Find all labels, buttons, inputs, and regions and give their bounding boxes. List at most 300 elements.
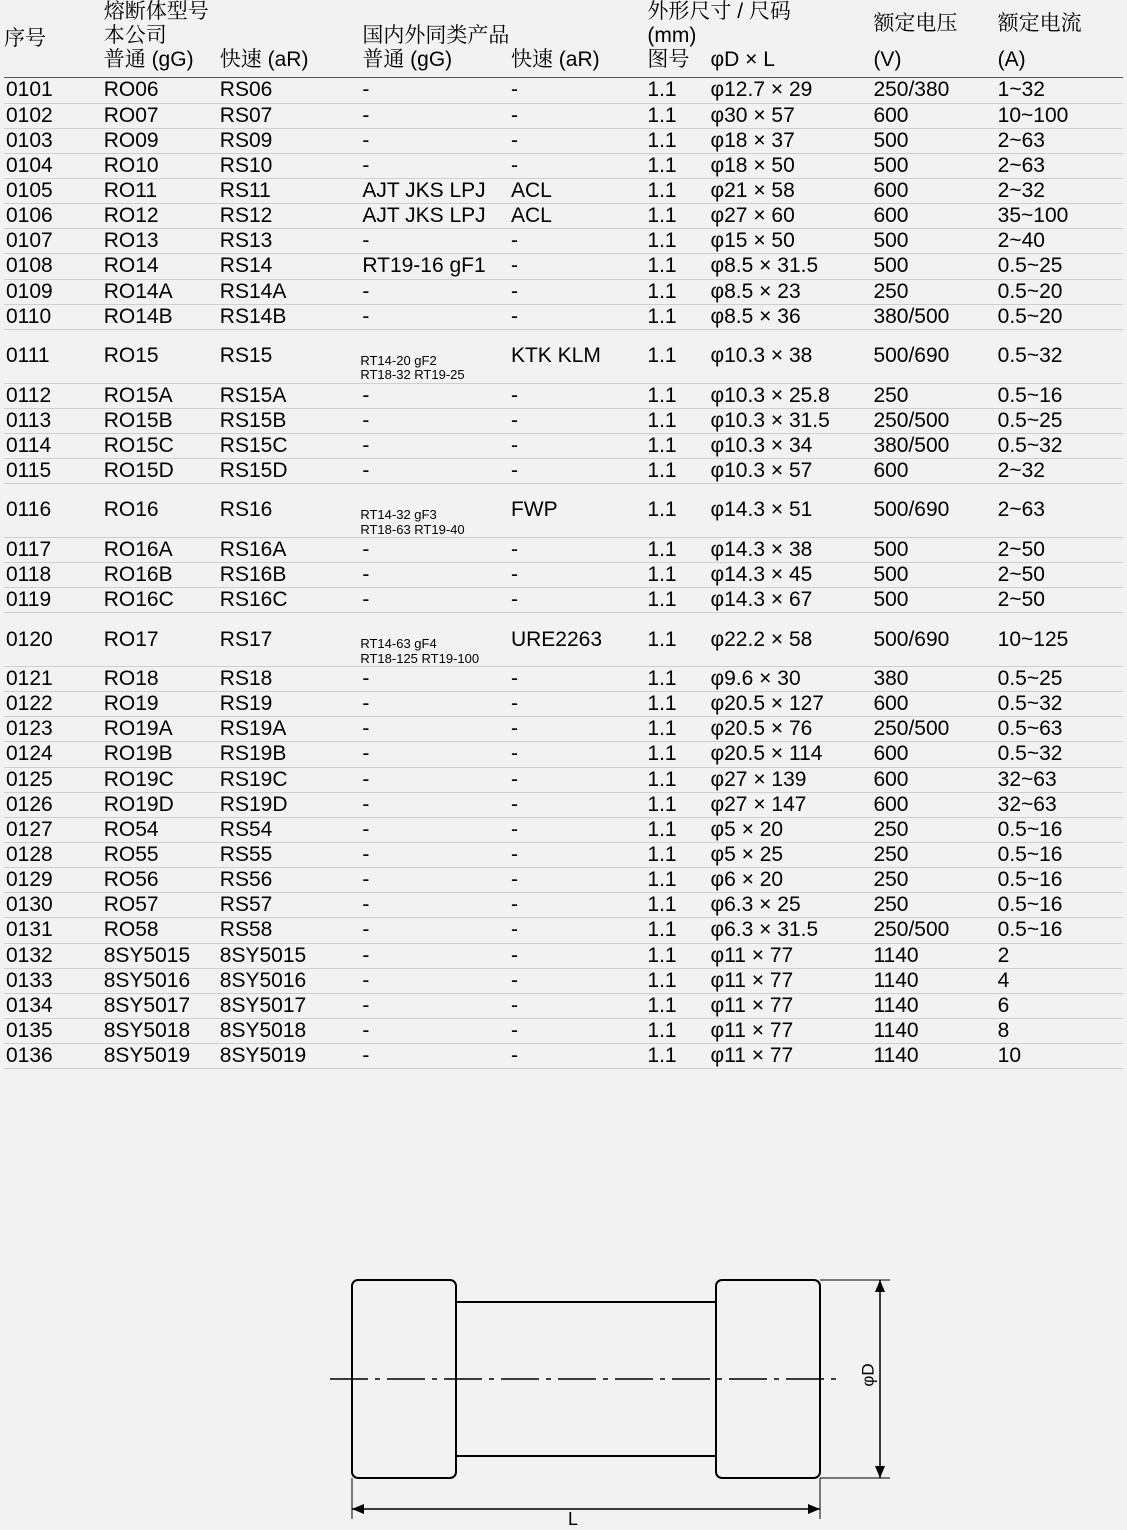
cell-sim-normal	[360, 128, 509, 153]
cell-dimension	[709, 792, 872, 817]
cell-rated-current-value: 2~50	[997, 537, 1045, 561]
cell-dimension	[709, 304, 872, 329]
cell-rated-current	[996, 128, 1123, 153]
cell-sim-fast-value: -	[510, 128, 518, 152]
cell-seq	[4, 868, 102, 893]
cell-seq-value: 0108	[6, 254, 53, 278]
cell-rated-current-value: 0.5~25	[997, 667, 1063, 691]
cell-own-fast	[218, 792, 361, 817]
cell-rated-voltage-value: 250/380	[873, 78, 950, 102]
cell-dimension	[709, 613, 872, 667]
cell-seq	[4, 843, 102, 868]
cell-dimension	[709, 329, 872, 383]
cell-rated-voltage-value: 250	[873, 868, 909, 892]
diagram-length-label: L	[568, 1509, 579, 1529]
cell-dimension	[709, 458, 872, 483]
table-row	[4, 178, 1123, 203]
cell-own-normal-value: 8SY5016	[103, 968, 191, 992]
header-row-1	[4, 0, 1123, 24]
cell-rated-current	[996, 767, 1123, 792]
cell-rated-current	[996, 484, 1123, 538]
cell-sim-normal	[360, 767, 509, 792]
cell-rated-voltage	[871, 968, 995, 993]
cell-sim-fast-value: -	[510, 537, 518, 561]
table-row	[4, 1044, 1123, 1069]
cell-rated-voltage	[871, 868, 995, 893]
cell-dimension	[709, 78, 872, 103]
cell-own-normal-value: RO14A	[103, 279, 173, 303]
table-row	[4, 103, 1123, 128]
cell-seq-value: 0102	[6, 103, 53, 127]
cell-fig-no	[645, 304, 708, 329]
cell-rated-voltage	[871, 279, 995, 304]
cell-sim-normal	[360, 667, 509, 692]
cell-rated-current-value: 0.5~63	[997, 717, 1063, 741]
cell-seq-value: 0104	[6, 153, 53, 177]
cell-sim-fast	[509, 408, 645, 433]
cell-fig-no-value: 1.1	[647, 667, 677, 691]
cell-fig-no-value: 1.1	[647, 433, 677, 457]
cell-rated-voltage	[871, 458, 995, 483]
cell-own-normal-value: RO16A	[103, 537, 173, 561]
cell-own-fast	[218, 968, 361, 993]
cell-fig-no-value: 1.1	[647, 128, 677, 152]
cell-sim-normal	[360, 229, 509, 254]
cell-own-fast	[218, 742, 361, 767]
cell-own-fast-value: RS09	[219, 128, 273, 152]
cell-fig-no-value: 1.1	[647, 792, 677, 816]
cell-fig-no-value: 1.1	[647, 383, 677, 407]
cell-dimension-value: φ11 × 77	[710, 1044, 794, 1068]
cell-own-fast-value: RS55	[219, 843, 273, 866]
cell-rated-voltage-value: 250	[873, 893, 909, 917]
cell-rated-voltage-value: 600	[873, 103, 909, 127]
cell-own-fast-value: 8SY5017	[219, 993, 307, 1017]
table-row	[4, 254, 1123, 279]
cell-dimension-value: φ11 × 77	[710, 968, 794, 992]
cell-sim-fast	[509, 153, 645, 178]
cell-rated-voltage	[871, 383, 995, 408]
cell-fig-no	[645, 918, 708, 943]
cell-seq-value: 0126	[6, 792, 53, 816]
cell-sim-fast-value: -	[510, 458, 518, 482]
cell-seq-value: 0114	[6, 433, 52, 457]
cell-seq	[4, 279, 102, 304]
cell-sim-normal	[360, 408, 509, 433]
header-model-group-label: 熔断体型号	[103, 0, 209, 23]
cell-rated-current-value: 0.5~16	[997, 918, 1063, 942]
header-voltage-unit	[871, 48, 995, 78]
cell-rated-voltage	[871, 178, 995, 203]
cell-rated-current	[996, 408, 1123, 433]
cell-rated-current-value: 0.5~32	[997, 433, 1063, 457]
table-row	[4, 588, 1123, 613]
cell-rated-current	[996, 78, 1123, 103]
cell-rated-current	[996, 918, 1123, 943]
cell-own-fast	[218, 103, 361, 128]
cell-sim-fast-value: -	[510, 868, 518, 892]
cell-rated-current	[996, 868, 1123, 893]
cell-fig-no	[645, 329, 708, 383]
cell-own-fast-value: RS12	[219, 204, 273, 228]
cell-fig-no	[645, 178, 708, 203]
cell-seq	[4, 408, 102, 433]
cell-rated-current-value: 2~50	[997, 563, 1045, 586]
cell-dimension	[709, 717, 872, 742]
cell-seq	[4, 204, 102, 229]
cell-dimension	[709, 893, 872, 918]
cell-fig-no	[645, 993, 708, 1018]
cell-sim-normal	[360, 792, 509, 817]
cell-dimension-value: φ11 × 77	[710, 1018, 794, 1042]
cell-fig-no-value: 1.1	[647, 178, 677, 202]
cell-rated-current-value: 6	[997, 993, 1010, 1017]
cell-sim-fast	[509, 792, 645, 817]
cell-fig-no	[645, 968, 708, 993]
cell-own-fast	[218, 304, 361, 329]
cell-sim-normal-value: -	[362, 817, 370, 841]
cell-dimension	[709, 254, 872, 279]
cell-sim-fast-value: -	[510, 943, 518, 967]
cell-rated-voltage	[871, 918, 995, 943]
cell-sim-fast-value: -	[510, 229, 518, 253]
cell-own-normal-value: 8SY5015	[103, 943, 191, 967]
cell-sim-fast	[509, 868, 645, 893]
cell-own-fast-value: RS14A	[219, 279, 287, 303]
cell-seq	[4, 968, 102, 993]
cell-sim-fast	[509, 692, 645, 717]
cell-rated-current	[996, 993, 1123, 1018]
cell-seq-value: 0118	[6, 563, 52, 586]
cell-own-fast	[218, 1018, 361, 1043]
cell-rated-voltage	[871, 588, 995, 613]
cell-own-fast	[218, 817, 361, 842]
cell-sim-fast	[509, 1044, 645, 1069]
cell-sim-normal-value: -	[362, 153, 370, 177]
cell-dimension	[709, 843, 872, 868]
cell-seq-value: 0130	[6, 893, 53, 917]
cell-dimension	[709, 279, 872, 304]
table-row	[4, 433, 1123, 458]
cell-seq-value: 0106	[6, 204, 53, 228]
cell-fig-no-value: 1.1	[647, 1018, 677, 1042]
cell-seq-value: 0131	[6, 918, 53, 942]
cell-dimension-value: φ18 × 37	[710, 128, 795, 152]
header-own-fast-label: 快速 (aR)	[219, 48, 309, 72]
cell-rated-voltage-value: 600	[873, 767, 909, 791]
cell-own-normal	[102, 178, 218, 203]
header-dims-label: 外形尺寸 / 尺码	[647, 0, 791, 23]
cell-fig-no	[645, 613, 708, 667]
cell-own-normal-value: RO19B	[103, 742, 173, 766]
cell-fig-no-value: 1.1	[647, 817, 677, 841]
cell-dimension	[709, 153, 872, 178]
cell-dimension	[709, 1018, 872, 1043]
cell-sim-fast	[509, 178, 645, 203]
cell-own-fast-value: RS10	[219, 153, 273, 177]
cell-rated-voltage	[871, 893, 995, 918]
cell-sim-normal-value	[360, 330, 509, 383]
cell-sim-fast-value: -	[510, 103, 518, 127]
cell-sim-normal	[360, 458, 509, 483]
cell-seq-value: 0134	[6, 993, 53, 1017]
cell-own-normal	[102, 537, 218, 562]
cell-own-fast	[218, 868, 361, 893]
cell-dimension	[709, 204, 872, 229]
cell-dimension-value: φ20.5 × 114	[710, 742, 823, 766]
cell-fig-no	[645, 893, 708, 918]
cell-dimension	[709, 588, 872, 613]
cell-rated-current-value: 2~32	[997, 458, 1045, 482]
cell-seq	[4, 178, 102, 203]
cell-own-fast	[218, 254, 361, 279]
cell-own-normal-value: RO15B	[103, 408, 173, 432]
header-similar-products	[360, 24, 645, 48]
header-phi-dl	[709, 48, 872, 78]
cell-seq-value: 0123	[6, 717, 53, 741]
cell-own-normal-value: RO16	[103, 498, 159, 522]
cell-sim-normal	[360, 1018, 509, 1043]
cell-fig-no	[645, 588, 708, 613]
cell-rated-current-value: 0.5~25	[997, 408, 1063, 432]
cell-dimension-value: φ10.3 × 31.5	[710, 408, 830, 432]
cell-own-fast	[218, 484, 361, 538]
cell-seq	[4, 329, 102, 383]
header-dims-group	[645, 0, 871, 24]
header-row-3	[4, 48, 1123, 78]
header-sim-normal-label: 普通 (gG)	[362, 48, 453, 72]
cell-rated-voltage-value: 600	[873, 204, 909, 228]
cell-seq	[4, 484, 102, 538]
cell-rated-current-value: 1~32	[997, 78, 1045, 102]
cell-dimension-value: φ8.5 × 31.5	[710, 254, 819, 278]
cell-sim-fast-value: ACL	[510, 178, 552, 202]
cell-sim-normal-value: -	[362, 279, 370, 303]
cell-rated-voltage-value: 500	[873, 254, 909, 278]
cell-sim-normal-value	[360, 613, 509, 666]
cell-sim-fast-value: -	[510, 304, 518, 328]
cell-sim-fast	[509, 229, 645, 254]
diagram-diameter-label: φD	[858, 1363, 878, 1387]
cell-own-fast-value: 8SY5015	[219, 943, 307, 967]
cell-seq	[4, 692, 102, 717]
cell-seq	[4, 229, 102, 254]
cell-sim-fast	[509, 433, 645, 458]
cell-sim-fast	[509, 204, 645, 229]
cell-dimension	[709, 943, 872, 968]
cell-rated-voltage	[871, 433, 995, 458]
cell-own-normal-value: RO19C	[103, 767, 174, 791]
cell-dimension-value: φ10.3 × 38	[710, 344, 813, 368]
cell-rated-current	[996, 943, 1123, 968]
cell-dimension-value: φ14.3 × 67	[710, 588, 813, 612]
cell-dimension	[709, 767, 872, 792]
cell-sim-normal-value: AJT JKS LPJ	[362, 178, 486, 202]
table-row	[4, 993, 1123, 1018]
cell-sim-fast	[509, 742, 645, 767]
cell-dimension	[709, 433, 872, 458]
cell-rated-voltage	[871, 613, 995, 667]
cell-own-normal-value: RO19A	[103, 717, 173, 741]
fuse-spec-table	[4, 0, 1123, 1069]
cell-seq-value: 0113	[6, 408, 52, 432]
cell-rated-voltage	[871, 817, 995, 842]
cell-own-normal-value: 8SY5017	[103, 993, 191, 1017]
cell-rated-current	[996, 742, 1123, 767]
cell-sim-normal-value: -	[362, 692, 370, 716]
cell-fig-no-value: 1.1	[647, 843, 677, 866]
header-voltage-unit-label: (V)	[873, 48, 902, 72]
cell-own-normal	[102, 304, 218, 329]
cell-own-normal-value: RO14B	[103, 304, 173, 328]
cell-dimension-value: φ22.2 × 58	[710, 627, 813, 651]
cell-sim-normal	[360, 868, 509, 893]
cell-rated-voltage-value: 1140	[873, 943, 919, 967]
cell-rated-current-value: 0.5~16	[997, 817, 1063, 841]
cell-own-fast-value: 8SY5016	[219, 968, 307, 992]
cell-seq-value: 0105	[6, 178, 53, 202]
cell-fig-no-value: 1.1	[647, 458, 677, 482]
cell-seq	[4, 993, 102, 1018]
cell-dimension-value: φ20.5 × 127	[710, 692, 824, 716]
cell-fig-no	[645, 537, 708, 562]
cell-rated-voltage	[871, 667, 995, 692]
cell-own-normal	[102, 484, 218, 538]
cell-sim-fast-value: -	[510, 817, 518, 841]
cell-fig-no-value: 1.1	[647, 692, 677, 716]
cell-sim-normal	[360, 843, 509, 868]
cell-seq	[4, 304, 102, 329]
cell-own-normal	[102, 433, 218, 458]
cell-fig-no-value: 1.1	[647, 893, 677, 917]
cell-own-fast-value: RS19A	[219, 717, 287, 741]
table-row	[4, 484, 1123, 538]
cell-rated-voltage-value: 380/500	[873, 433, 950, 457]
cell-fig-no-value: 1.1	[647, 1044, 677, 1068]
cell-sim-fast	[509, 993, 645, 1018]
cell-sim-normal	[360, 742, 509, 767]
cell-fig-no-value: 1.1	[647, 344, 677, 368]
cell-own-normal	[102, 667, 218, 692]
cell-sim-normal	[360, 537, 509, 562]
cell-seq-value: 0112	[6, 383, 52, 407]
cell-rated-current	[996, 329, 1123, 383]
cell-seq	[4, 742, 102, 767]
cell-fig-no	[645, 128, 708, 153]
header-fig-no	[645, 48, 708, 78]
cell-dimension-value: φ6.3 × 31.5	[710, 918, 819, 942]
cell-sim-fast-value: -	[510, 254, 518, 278]
cell-rated-voltage	[871, 304, 995, 329]
cell-own-fast	[218, 204, 361, 229]
cell-own-normal	[102, 279, 218, 304]
cell-dimension	[709, 128, 872, 153]
cell-rated-voltage-value: 500	[873, 229, 909, 253]
cell-own-fast	[218, 918, 361, 943]
cell-rated-voltage	[871, 537, 995, 562]
cell-rated-voltage-value: 250	[873, 843, 909, 866]
cell-rated-current-value: 32~63	[997, 767, 1057, 791]
cell-own-fast	[218, 692, 361, 717]
cell-dimension	[709, 968, 872, 993]
cell-fig-no	[645, 692, 708, 717]
cell-own-normal-value: RO14	[103, 254, 159, 278]
cell-rated-current-value: 0.5~32	[997, 344, 1063, 368]
cell-own-normal-value: RO18	[103, 667, 159, 691]
cell-rated-voltage-value: 500	[873, 588, 909, 612]
cell-fig-no-value: 1.1	[647, 943, 677, 967]
cell-sim-normal	[360, 254, 509, 279]
table-row	[4, 918, 1123, 943]
cell-own-normal-value: RO57	[103, 893, 159, 917]
cell-sim-normal-line: RT14-20 gF2	[360, 352, 437, 368]
cell-seq	[4, 383, 102, 408]
cell-rated-current-value: 0.5~16	[997, 383, 1063, 407]
cell-rated-current	[996, 792, 1123, 817]
cell-fig-no	[645, 563, 708, 588]
cell-own-fast	[218, 993, 361, 1018]
cell-seq-value: 0136	[6, 1044, 53, 1068]
header-rated-current-label: 额定电流	[997, 12, 1082, 36]
header-own-normal	[102, 48, 218, 78]
cell-seq-value: 0101	[6, 78, 53, 102]
cell-rated-current-value: 2~63	[997, 498, 1045, 522]
cell-dimension-value: φ20.5 × 76	[710, 717, 813, 741]
cell-fig-no-value: 1.1	[647, 304, 677, 328]
table-row	[4, 458, 1123, 483]
cell-sim-normal-value: -	[362, 667, 370, 691]
header-own-company	[102, 24, 361, 48]
cell-rated-current-value: 10~125	[997, 627, 1069, 651]
cell-rated-voltage-value: 600	[873, 458, 909, 482]
cell-seq	[4, 613, 102, 667]
cell-sim-normal-value: -	[362, 229, 370, 253]
cell-dimension-value: φ27 × 147	[710, 792, 807, 816]
cell-fig-no-value: 1.1	[647, 204, 677, 228]
cell-own-fast	[218, 128, 361, 153]
cell-rated-voltage	[871, 408, 995, 433]
cell-own-fast-value: RS06	[219, 78, 273, 102]
cell-fig-no	[645, 229, 708, 254]
cell-seq-value: 0110	[6, 304, 52, 328]
cell-sim-normal-value: -	[362, 78, 370, 102]
cell-sim-normal	[360, 717, 509, 742]
cell-rated-current	[996, 1018, 1123, 1043]
cell-seq	[4, 667, 102, 692]
cell-rated-current	[996, 843, 1123, 868]
cell-own-fast	[218, 588, 361, 613]
cell-own-fast-value: RS15D	[219, 458, 288, 482]
cell-seq	[4, 563, 102, 588]
cell-seq-value: 0129	[6, 868, 53, 892]
header-phi-dl-label: φD × L	[710, 48, 775, 72]
cell-dimension-value: φ12.7 × 29	[710, 78, 813, 102]
table-row	[4, 792, 1123, 817]
cell-dimension	[709, 692, 872, 717]
header-seq: 序号	[4, 0, 102, 78]
cell-sim-fast-value: -	[510, 717, 518, 741]
cell-fig-no	[645, 279, 708, 304]
cell-dimension-value: φ11 × 77	[710, 993, 794, 1017]
cell-own-normal	[102, 204, 218, 229]
cell-fig-no-value: 1.1	[647, 627, 677, 651]
cell-dimension-value: φ10.3 × 25.8	[710, 383, 830, 407]
cell-sim-fast	[509, 128, 645, 153]
header-rated-voltage-label: 额定电压	[873, 12, 958, 36]
cell-rated-current-value: 2	[997, 943, 1010, 967]
cell-own-fast-value: RS15A	[219, 383, 287, 407]
cell-seq-value: 0117	[6, 537, 52, 561]
